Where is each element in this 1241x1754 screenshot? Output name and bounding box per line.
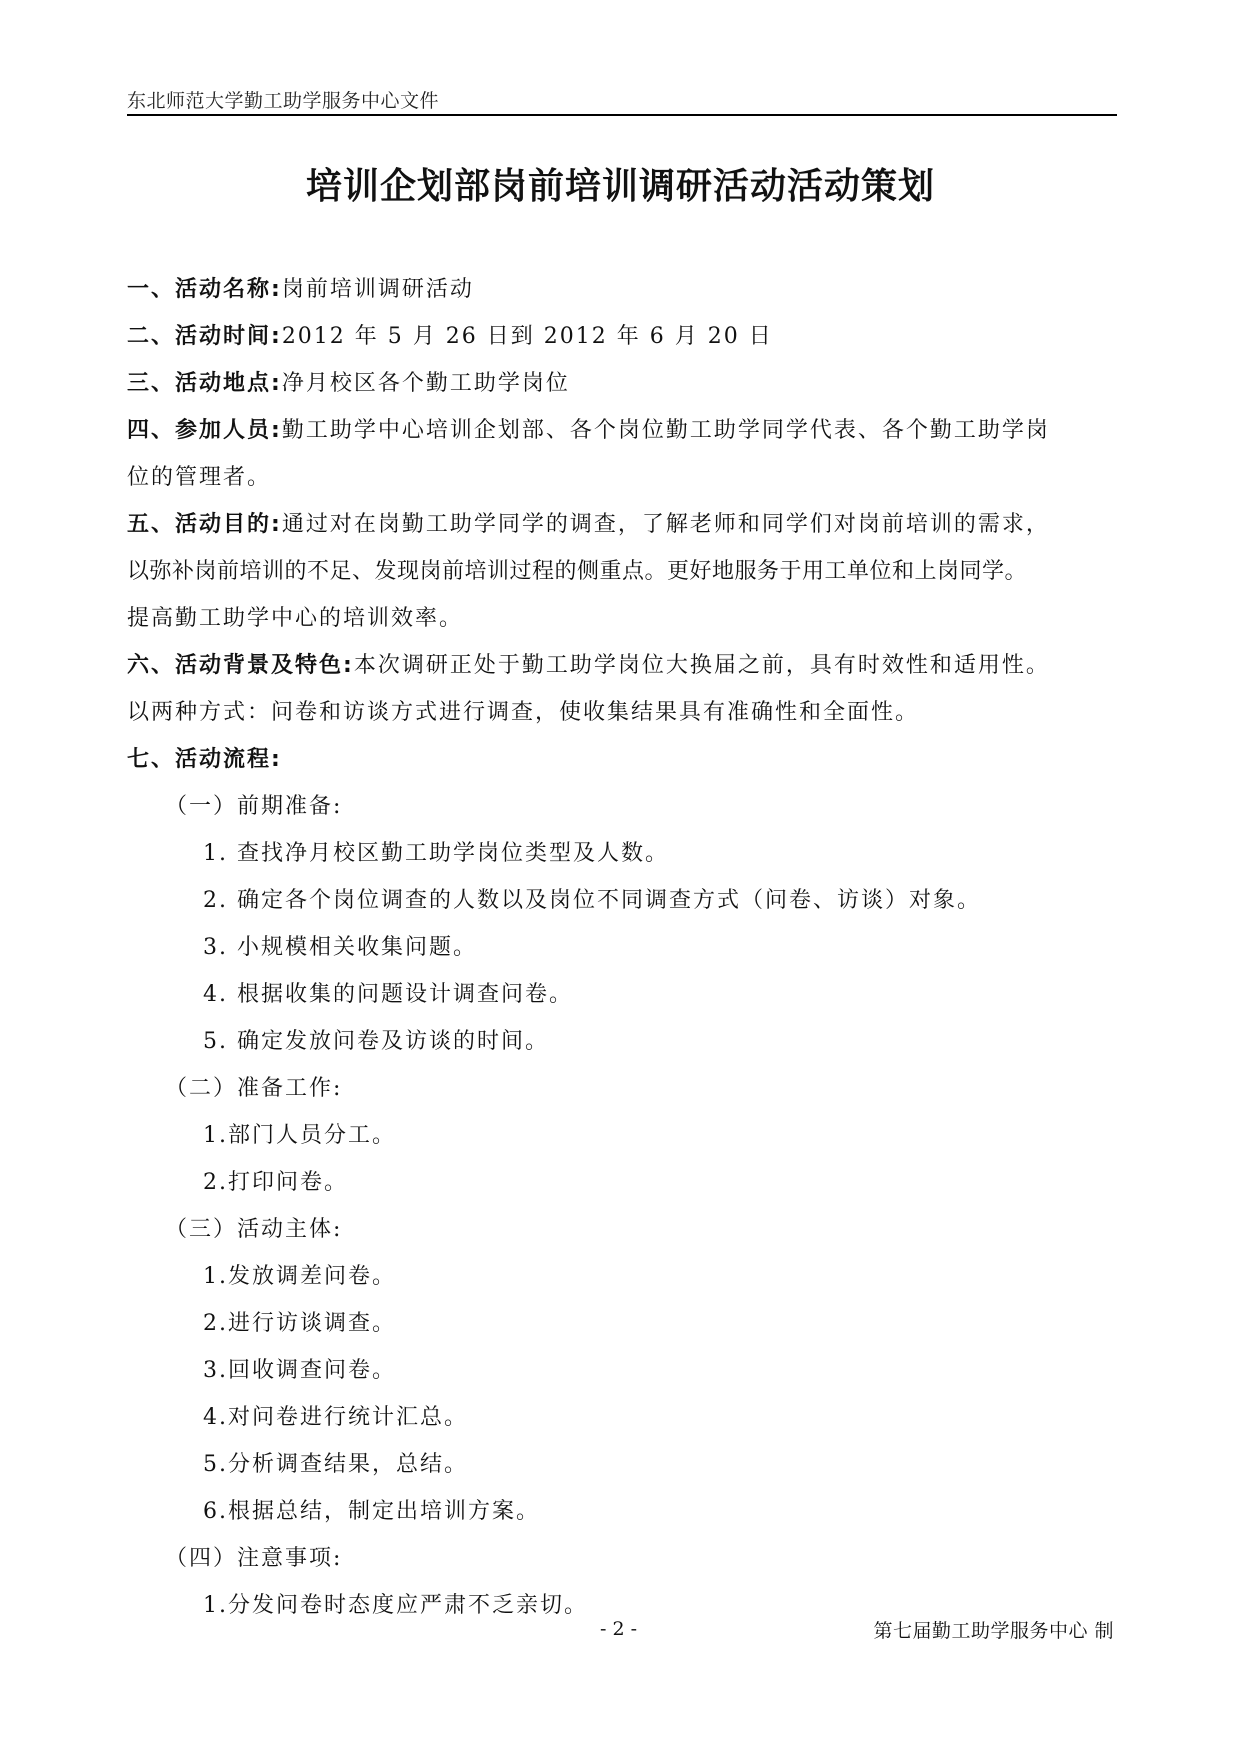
process-notes-heading: （四）注意事项: <box>165 1546 343 1571</box>
section-text: 勤工助学中心培训企划部、各个岗位勤工助学同学代表、各个勤工助学岗 <box>281 418 1050 443</box>
process-main-heading: （三）活动主体: <box>165 1217 343 1242</box>
section-activity-name <box>127 266 1117 313</box>
list-item: 3.回收调查问卷。 <box>203 1358 396 1383</box>
list-item: 1.部门人员分工。 <box>203 1123 396 1148</box>
section-label: 三、活动地点: <box>127 371 282 396</box>
header-divider <box>127 114 1117 116</box>
list-item: 4. 根据收集的问题设计调查问卷。 <box>203 982 573 1007</box>
section-background <box>127 642 1117 689</box>
section-label: 一、活动名称: <box>127 277 282 302</box>
list-item: 6.根据总结，制定出培训方案。 <box>203 1499 540 1524</box>
section-purpose <box>127 501 1117 548</box>
list-item: 3. 小规模相关收集问题。 <box>203 935 477 960</box>
list-item: 2. 确定各个岗位调查的人数以及岗位不同调查方式（问卷、访谈）对象。 <box>203 888 981 913</box>
section-activity-time <box>127 313 1117 360</box>
page-number: - 2 - <box>600 1618 638 1640</box>
document-title: 培训企划部岗前培训调研活动活动策划 <box>305 166 935 207</box>
section-text: 净月校区各个勤工助学岗位 <box>281 371 570 396</box>
document-header: 东北师范大学勤工助学服务中心文件 <box>127 90 440 112</box>
list-item: 5.分析调查结果，总结。 <box>203 1452 468 1477</box>
list-item: 2.打印问卷。 <box>203 1170 348 1195</box>
list-item: 1. 查找净月校区勤工助学岗位类型及人数。 <box>203 841 669 866</box>
document-body <box>127 266 1117 1629</box>
section-text: 2012 年 5 月 26 日到 2012 年 6 月 20 日 <box>281 324 773 349</box>
process-prep-heading: （一）前期准备: <box>165 794 343 819</box>
list-item: 5. 确定发放问卷及访谈的时间。 <box>203 1029 549 1054</box>
section-label: 七、活动流程: <box>127 747 282 772</box>
section-label: 六、活动背景及特色: <box>127 653 354 678</box>
list-item: 4.对问卷进行统计汇总。 <box>203 1405 468 1430</box>
section-participants <box>127 407 1117 454</box>
section-text: 岗前培训调研活动 <box>281 277 474 302</box>
section-background-cont: 以两种方式：问卷和访谈方式进行调查，使收集结果具有准确性和全面性。 <box>127 700 920 725</box>
section-text: 通过对在岗勤工助学同学的调查，了解老师和同学们对岗前培训的需求， <box>281 512 1050 537</box>
section-process <box>127 736 1117 783</box>
section-participants-cont: 位的管理者。 <box>127 465 272 490</box>
section-text: 本次调研正处于勤工助学岗位大换届之前，具有时效性和适用性。 <box>353 653 1050 678</box>
section-label: 二、活动时间: <box>127 324 282 349</box>
section-label: 五、活动目的: <box>127 512 282 537</box>
list-item: 2.进行访谈调查。 <box>203 1311 396 1336</box>
footer-organization: 第七届勤工助学服务中心 制 <box>873 1620 1114 1642</box>
section-label: 四、参加人员: <box>127 418 282 443</box>
process-work-heading: （二）准备工作: <box>165 1076 343 1101</box>
list-item: 1.发放调差问卷。 <box>203 1264 396 1289</box>
section-purpose-cont: 以弥补岗前培训的不足、发现岗前培训过程的侧重点。更好地服务于用工单位和上岗同学。 <box>127 559 1028 584</box>
list-item: 1.分发问卷时态度应严肃不乏亲切。 <box>203 1593 588 1618</box>
section-activity-place <box>127 360 1117 407</box>
section-purpose-cont: 提高勤工助学中心的培训效率。 <box>127 606 464 631</box>
